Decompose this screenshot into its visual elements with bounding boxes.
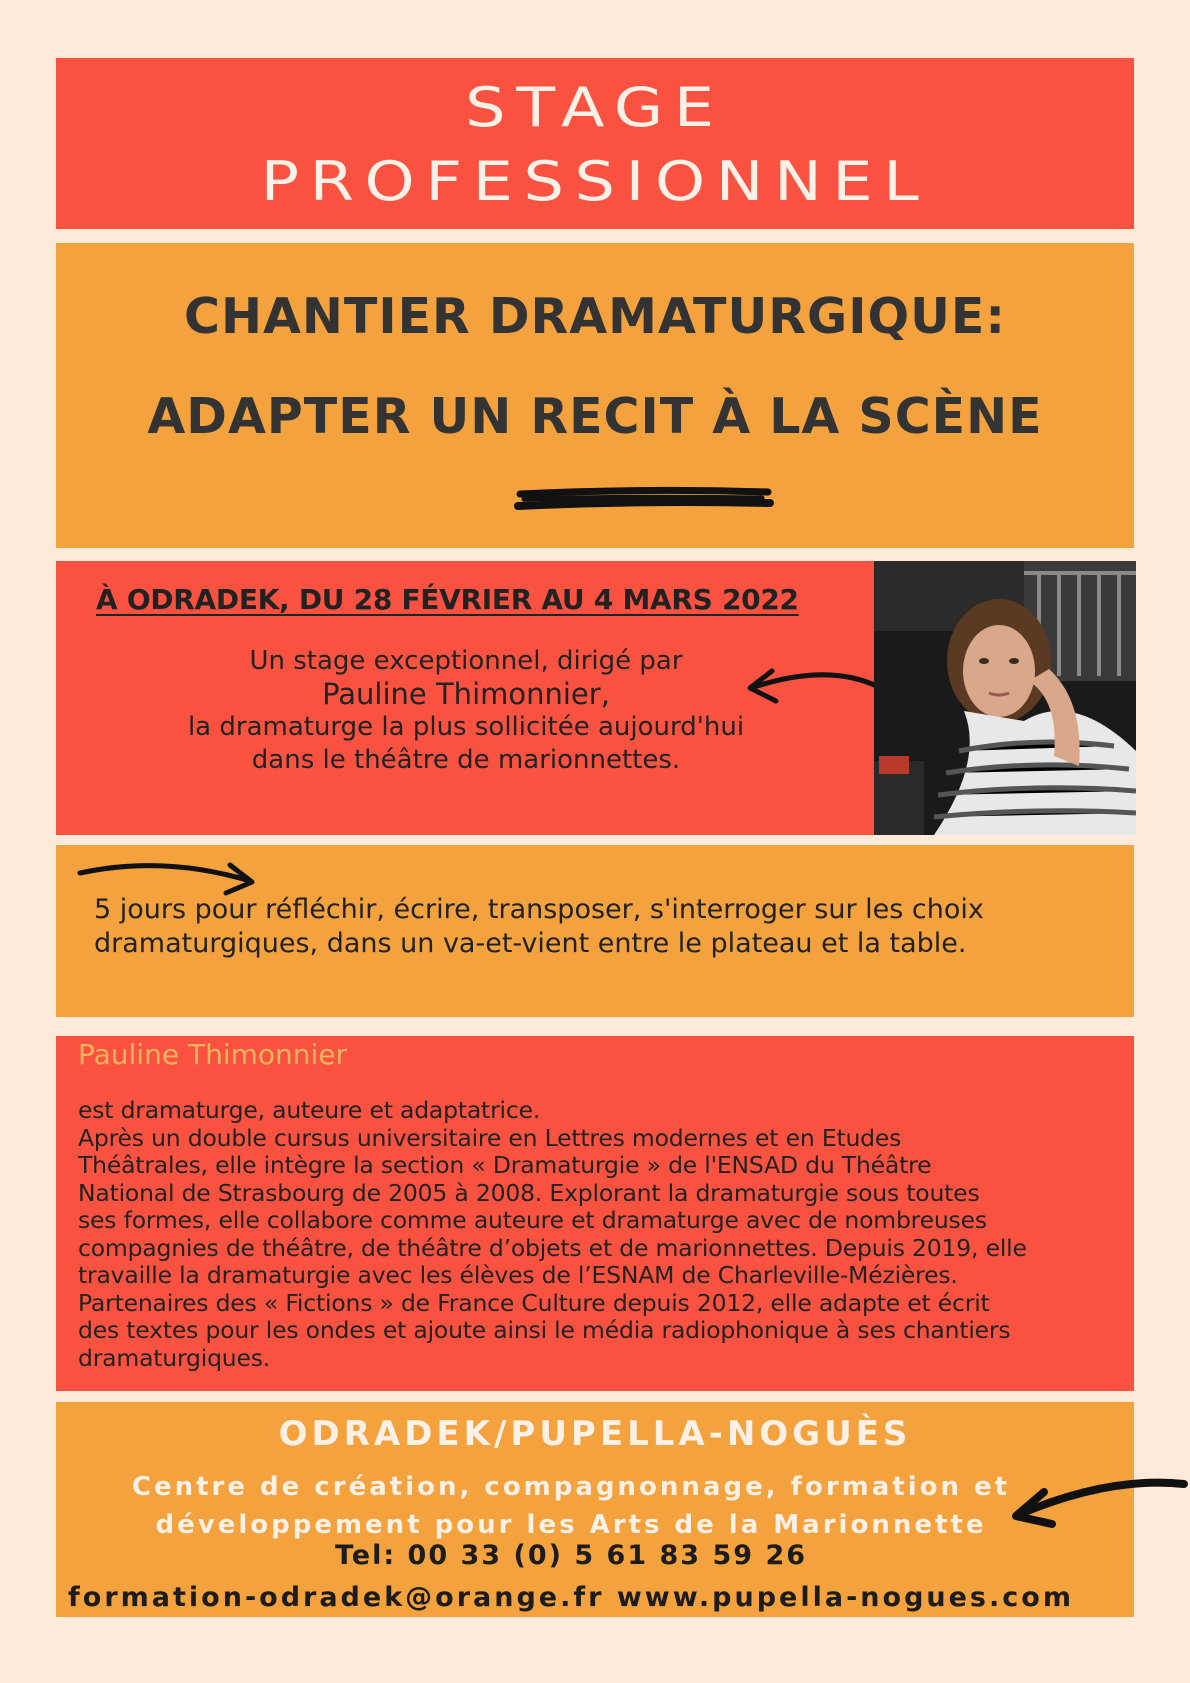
header-line-stage: STAGE xyxy=(465,76,725,139)
intro-line-4: dans le théâtre de marionnettes. xyxy=(251,745,681,775)
bio-line: compagnies de théâtre, de théâtre d’objets et de marionnettes. Depuis 2019, elle xyxy=(78,1233,1027,1262)
bio-name: Pauline Thimonnier xyxy=(78,1038,348,1071)
intro-line-3: la dramaturge la plus sollicitée aujourd'hui xyxy=(187,712,745,742)
intro-line-1: Un stage exceptionnel, dirigé par xyxy=(249,646,683,676)
bio-line: travaille la dramaturgie avec les élèves de l’ESNAM de Charleville-Mézières. xyxy=(78,1261,958,1289)
contact-email-website: formation-odradek@orange.fr www.pupella-nogues.com xyxy=(68,1582,1074,1613)
program-section xyxy=(56,845,1134,1017)
title-line-1: CHANTIER DRAMATURGIQUE: xyxy=(184,288,1006,345)
date-heading: À ODRADEK, DU 28 FÉVRIER AU 4 MARS 2022 xyxy=(96,583,799,616)
bio-line: est dramaturge, auteure et adaptatrice. xyxy=(78,1096,541,1124)
bio-line: Après un double cursus universitaire en Lettres modernes et en Etudes xyxy=(78,1123,902,1152)
bio-text xyxy=(78,1097,1128,1372)
bio-section xyxy=(56,1036,1134,1391)
bio-line: Partenaires des « Fictions » de France Culture depuis 2012, elle adapte et écrit xyxy=(78,1288,990,1317)
title-section xyxy=(56,243,1134,548)
curved-arrow-right-icon xyxy=(74,853,264,897)
bio-line: National de Strasbourg de 2005 à 2008. Explorant la dramaturgie sous toutes xyxy=(78,1178,980,1207)
phone-number: Tel: 00 33 (0) 5 61 83 59 26 xyxy=(334,1540,808,1571)
footer-section xyxy=(56,1402,1134,1617)
organization-name: ODRADEK/PUPELLA-NOGUÈS xyxy=(278,1414,912,1454)
bio-line: dramaturgiques. xyxy=(78,1343,271,1372)
brush-underline-icon xyxy=(514,484,774,518)
description-line-2: développement pour les Arts de la Marionnette xyxy=(155,1510,987,1540)
portrait-photo xyxy=(874,561,1136,835)
organization-description xyxy=(56,1468,1086,1544)
curved-arrow-left-icon xyxy=(1000,1472,1190,1532)
bio-line: des textes pour les ondes et ajoute ainsi le média radiophonique à ses chantiers xyxy=(78,1316,1011,1344)
bio-line: ses formes, elle collabore comme auteure et dramaturge avec de nombreuses xyxy=(78,1206,987,1234)
header-line-professionnel: PROFESSIONNEL xyxy=(260,150,930,213)
director-name: Pauline Thimonnier, xyxy=(322,677,610,711)
title-line-2: ADAPTER UN RECIT À LA SCÈNE xyxy=(147,388,1043,445)
program-text: 5 jours pour réfléchir, écrire, transposer, s'interroger sur les choix dramaturgiques, dans un va-et-vient entre le plateau et la table. xyxy=(94,894,984,959)
bio-line: Théâtrales, elle intègre la section « Dramaturgie » de l'ENSAD du Théâtre xyxy=(78,1151,932,1179)
description-line-1: Centre de création, compagnonnage, formation et xyxy=(131,1472,1011,1502)
dates-section xyxy=(56,561,1134,835)
header-banner xyxy=(56,58,1134,229)
